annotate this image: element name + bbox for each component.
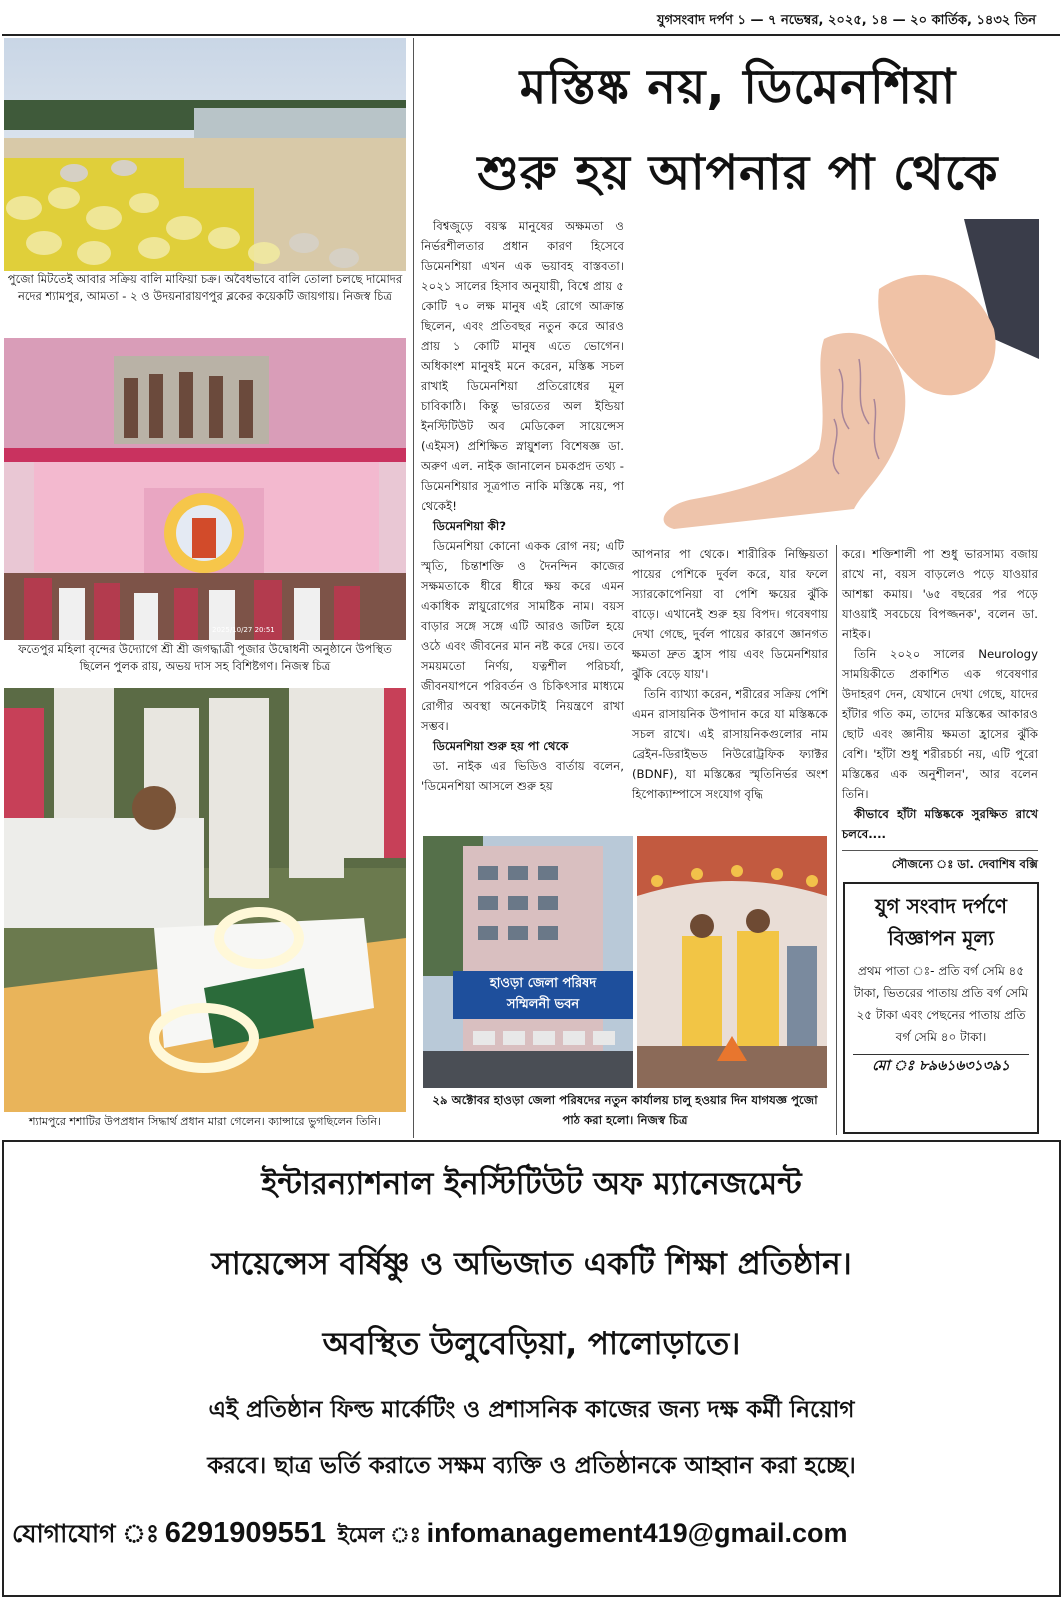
zilla-parishad-building-photo [423,836,633,1088]
contact-label: যোগাযোগ ঃ [12,1519,160,1548]
article-column-3 [842,544,1038,844]
funeral-tribute-photo [4,688,406,1112]
sand-mining-photo [4,38,406,271]
article-column-2 [632,544,828,804]
column-rule [413,38,414,1138]
article-headline-line1: মস্তিষ্ক নয়, ডিমেনশিয়া [519,59,957,115]
signboard-line2: সম্মিলনী ভবন [506,997,580,1012]
article-paragraph: আপনার পা থেকে। শারীরিক নিষ্ক্রিয়তা পায়ের পেশিকে দুর্বল করে, যার ফলে স্যারকোপেনিয়া বা পেশি ক্ষয়ের ঝুঁকি বাড়ে। এখানেই শুরু হয় বিপদ। গবেষণায় দেখা গেছে, দুর্বল পায়ের কারণে জ্ঞানগত ক্ষমতা দ্রুত হ্রাস পায় এবং ডিমেনশিয়ার ঝুঁকি বেড়ে যায়'। [632,547,828,681]
ad-contact-row [12,1514,1052,1557]
funeral-caption: শ্যামপুরে শশাটির উপপ্রধান সিদ্ধার্থ প্রধান মারা গেলেন। ক্যান্সারে ভুগছিলেন তিনি। [28,1115,382,1128]
building-caption: ২৯ অক্টোবর হাওড়া জেলা পরিষদের নতুন কার্যালয় চালু হওয়ার দিন যাগযজ্ঞ পুজো পাঠ করা হলো। নিজস্ব চিত্র [432,1093,818,1127]
leg-varicose-photo [634,219,1039,541]
article-intro: বিশ্বজুড়ে বয়স্ক মানুষের অক্ষমতা ও নির্ভরশীলতার প্রধান কারণ হিসেবে ডিমেনশিয়া এখন এক ভয়াবহ বাস্তবতা। ২০২১ সালের হিসাব অনুযায়ী, বিশ্বে প্রায় ৫ কোটি ৭০ লক্ষ মানুষ এই রোগে আক্রান্ত ছিলেন, এবং প্রতিবছর নতুন করে আরও প্রায় ১ কোটি মানুষ এতে ভোগেন। অধিকাংশ মানুষই মনে করেন, মস্তিষ্ক সচল রাখাই ডিমেনশিয়া প্রতিরোধের মূল চাবিকাঠি। কিন্তু ভারতের অল ইন্ডিয়া ইনস্টিটিউট অব মেডিকেল সায়েন্সেস (এইমস) প্রশিক্ষিত স্নায়ুশল্য বিশেষজ্ঞ ডা. অরুণ এল. নাইক জানালেন চমকপ্রদ তথ্য - ডিমেনশিয়ার সূত্রপাত নাকি মস্তিষ্কে নয়, পা থেকেই! [421,219,624,513]
ad-line-4: এই প্রতিষ্ঠান ফিল্ড মার্কেটিং ও প্রশাসনিক কাজের জন্য দক্ষ কর্মী নিয়োগ [208,1397,855,1423]
ad-rates-box [843,882,1039,1134]
article-paragraph: তিনি ব্যাখ্যা করেন, শরীরের সক্রিয় পেশি এমন রাসায়নিক উপাদান করে যা মস্তিষ্ককে সচল রাখে। এই রাসায়নিকগুলোর নাম ব্রেইন-ডিরাইভড নিউরোট্রফিক ফ্যাক্টর (BDNF), যা মস্তিষ্কের স্মৃতিনির্ভর অংশ হিপোক্যাম্পাসে সংযোগ বৃদ্ধি [632,687,828,801]
subheading-walking-protects-brain: কীভাবে হাঁটা মস্তিষ্ককে সুরক্ষিত রাখে চলবে.... [842,807,1038,841]
puja-caption: ফতেপুর মহিলা বৃন্দের উদ্যোগে শ্রী শ্রী জগদ্ধাত্রী পূজার উদ্বোধনী অনুষ্ঠানে উপস্থিত ছিলেন পুলক রায়, অভয় দাস সহ বিশিষ্টগণ। নিজস্ব চিত্র [18,642,392,673]
article-paragraph: ডা. নাইক এর ভিডিও বার্তায় বলেন, 'ডিমেনশিয়া আসলে শুরু হয় [421,759,624,793]
email-label: ইমেল ঃ [337,1523,421,1547]
yagna-ceremony-photo [637,836,827,1088]
article-column-1 [421,216,624,796]
ad-rates-subtitle: বিজ্ঞাপন মূল্য [887,926,995,950]
column-rule [836,545,837,1135]
ad-line-1: ইন্টারন্যাশনাল ইনস্টিটিউট অফ ম্যানেজমেন্ট [261,1166,802,1202]
contact-email[interactable]: infomanagement419@gmail.com [426,1518,848,1548]
article-paragraph: তিনি ২০২০ সালের Neurology সাময়িকীতে প্রকাশিত এক গবেষণার উদাহরণ দেন, যেখানে দেখা গেছে, যাদের হাঁটার গতি কম, তাদের মস্তিষ্কের আকারও ছোট এবং জ্ঞানীয় ক্ষমতা হ্রাসের ঝুঁকি বেশি। 'হাঁটা শুধু শরীরচর্চা নয়, এটি পুরো মস্তিষ্কের এক অনুশীলন', আর বলেন তিনি। [842,647,1038,801]
signboard-line1: হাওড়া জেলা পরিষদ [489,976,597,991]
institute-advertisement [2,1140,1061,1597]
ad-line-5: করবে। ছাত্র ভর্তি করাতে সক্ষম ব্যক্তি ও প্রতিষ্ঠানকে আহ্বান করা হচ্ছে। [207,1453,856,1479]
photo-timestamp: 2025/10/27 20:51 [212,626,275,634]
subheading-what-is-dementia: ডিমেনশিয়া কী? [433,519,507,533]
article-paragraph: করে। শক্তিশালী পা শুধু ভারসাম্য বজায় রাখে না, বয়স বাড়লেও পড়ে যাওয়ার আশঙ্কা কমায়। '৬৫ বছরের পর পড়ে যাওয়াই সবচেয়ে বিপজ্জনক', বলেন ডা. নাইক। [842,547,1038,641]
ad-rates-title: যুগ সংবাদ দর্পণে [874,894,1008,918]
sand-mining-caption: পুজো মিটতেই আবার সক্রিয় বালি মাফিয়া চক্র। অবৈধভাবে বালি তোলা চলছে দামোদর নদের শ্যামপুর, আমতা - ২ ও উদয়নারায়ণপুর ব্লকের কয়েকটি জায়গায়। নিজস্ব চিত্র [7,272,403,303]
ad-rates-body: প্রথম পাতা ঃ- প্রতি বর্গ সেমি ৪৫ টাকা, ভিতরের পাতায় প্রতি বর্গ সেমি ২৫ টাকা এবং পেছনের পাতায় প্রতি বর্গ সেমি ৪০ টাকা। [853,964,1029,1044]
ad-line-3: অবস্থিত উলুবেড়িয়া, পালোড়াতে। [322,1326,741,1362]
ad-line-2: সায়েন্সেস বর্ষিষ্ণু ও অভিজাত একটি শিক্ষা প্রতিষ্ঠান। [211,1246,852,1282]
article-credit: সৌজন্যে ঃ ডা. দেবাশিষ বক্সি [842,850,1038,875]
subheading-starts-from-legs: ডিমেনশিয়া শুরু হয় পা থেকে [433,739,569,753]
article-paragraph: ডিমেনশিয়া কোনো একক রোগ নয়; এটি স্মৃতি, চিন্তাশক্তি ও দৈনন্দিন কাজের সক্ষমতাকে ধীরে ধীরে ক্ষয় করে এমন একাধিক স্নায়ুরোগের সামষ্টিক নাম। বয়স বাড়ার সঙ্গে সঙ্গে এটি আরও জটিল হয়ে ওঠে এবং জীবনের মান নষ্ট করে দেয়। তবে সময়মতো নির্ণয়, যত্নশীল পরিচর্যা, জীবনযাপনে পরিবর্তন ও চিকিৎসার মাধ্যমে রোগীর অবস্থা অনেকটাই নিয়ন্ত্রণে রাখা সম্ভব। [421,539,624,733]
jagaddhatri-puja-photo [4,338,406,640]
building-signboard [453,973,633,1015]
article-headline-line2: শুরু হয় আপনার পা থেকে [477,145,999,201]
contact-phone[interactable]: 6291909551 [164,1517,327,1549]
masthead-strip [2,2,1060,36]
dateline: যুগসংবাদ দর্পণ ১ — ৭ নভেম্বর, ২০২৫, ১৪ — ২০ কার্তিক, ১৪৩২ তিন [656,13,1036,28]
ad-rates-phone: মো ঃ ৮৯৬১৬৩১৩৯১ [853,1054,1029,1077]
